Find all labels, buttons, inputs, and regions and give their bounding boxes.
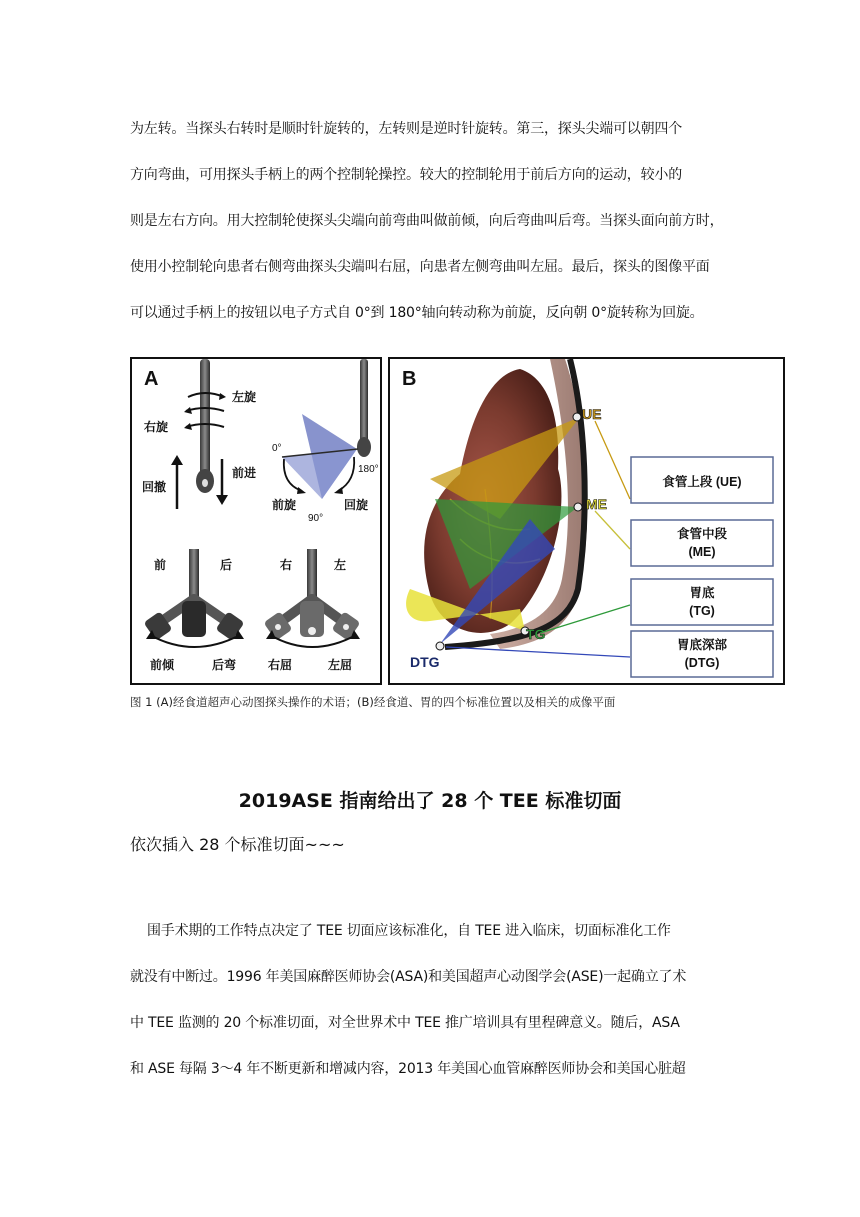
panel-letter-b: B	[402, 368, 417, 390]
box-ue-text: 食管上段 (UE)	[662, 475, 742, 489]
section-heading: 2019ASE 指南给出了 28 个 TEE 标准切面	[238, 790, 622, 812]
text-line: 使用小控制轮向患者右侧弯曲探头尖端叫右屈，向患者左侧弯曲叫左屈。最后，探头的图像平面	[130, 259, 710, 275]
label-anteflex: 前倾	[150, 658, 175, 672]
label-dtg: DTG	[410, 654, 440, 670]
label-ue: UE	[582, 406, 602, 422]
position-box-ue	[631, 457, 773, 503]
text-line: 为左转。当探头右转时是顺时针旋转的，左转则是逆时针旋转。第三，探头尖端可以朝四个	[130, 121, 682, 137]
label-rotate-right: 右旋	[144, 420, 169, 434]
label-back: 后	[220, 558, 233, 572]
body-paragraph-1	[130, 106, 730, 336]
box-dtg-name: 胃底深部	[676, 638, 728, 652]
box-me-abbr: (ME)	[688, 545, 716, 559]
text-line: 则是左右方向。用大控制轮使探头尖端向前弯曲叫做前倾，向后弯曲叫后弯。当探头面向前方时，	[130, 213, 724, 229]
label-left-flex: 左屈	[328, 658, 353, 672]
box-tg-abbr: (TG)	[689, 604, 715, 618]
figure-1	[130, 357, 785, 685]
body-paragraph-2	[130, 908, 730, 1092]
position-box-me	[631, 520, 773, 566]
text-line: 就没有中断过。1996 年美国麻醉医师协会(ASA)和美国超声心动图学会(ASE)一起确立了术	[130, 969, 687, 985]
text-line: 围手术期的工作特点决定了 TEE 切面应该标准化，自 TEE 进入临床，切面标准化工作	[130, 923, 671, 939]
label-front: 前	[154, 558, 167, 572]
position-box-tg	[631, 579, 773, 625]
placeholder-note: 依次插入 28 个标准切面~~~	[130, 835, 345, 854]
position-box-dtg	[631, 631, 773, 677]
figure-panel-b	[388, 357, 785, 685]
box-dtg-abbr: (DTG)	[684, 656, 720, 670]
probe-rotation-illustration	[171, 359, 228, 509]
label-right: 右	[280, 558, 293, 572]
label-right-flex: 右屈	[268, 658, 293, 672]
label-rotate-left: 左旋	[232, 390, 257, 404]
label-angle-90: 90°	[308, 513, 324, 524]
figure-panel-a	[130, 357, 382, 685]
label-retroflex: 后弯	[212, 658, 237, 672]
label-tg: TG	[526, 626, 546, 642]
label-angle-180: 180°	[358, 464, 379, 475]
text-line: 方向弯曲，可用探头手柄上的两个控制轮操控。较大的控制轮用于前后方向的运动，较小的	[130, 167, 682, 183]
panel-letter-a: A	[144, 368, 159, 390]
text-line: 中 TEE 监测的 20 个标准切面，对全世界术中 TEE 推广培训具有里程碑意义。随后，ASA	[130, 1015, 680, 1031]
label-me: ME	[586, 496, 607, 512]
text-line: 可以通过手柄上的按钮以电子方式自 0°到 180°轴向转动称为前旋，反向朝 0°旋转称为回旋。	[130, 305, 704, 321]
label-left: 左	[334, 558, 347, 572]
imaging-plane-illustration	[282, 359, 371, 499]
label-back-rotate: 回旋	[344, 498, 369, 512]
text-line: 和 ASE 每隔 3～4 年不断更新和增减内容，2013 年美国心血管麻醉医师协会和美国心脏超	[130, 1061, 686, 1077]
label-withdraw: 回撤	[142, 480, 167, 494]
box-tg-name: 胃底	[689, 586, 715, 600]
label-forward-rotate: 前旋	[272, 498, 297, 512]
label-angle-0: 0°	[272, 443, 282, 454]
label-advance: 前进	[232, 466, 257, 480]
box-me-name: 食管中段	[676, 527, 728, 541]
figure-caption: 图 1 (A)经食道超声心动图探头操作的术语；(B)经食道、胃的四个标准位置以及相关的成像平面	[130, 695, 616, 709]
